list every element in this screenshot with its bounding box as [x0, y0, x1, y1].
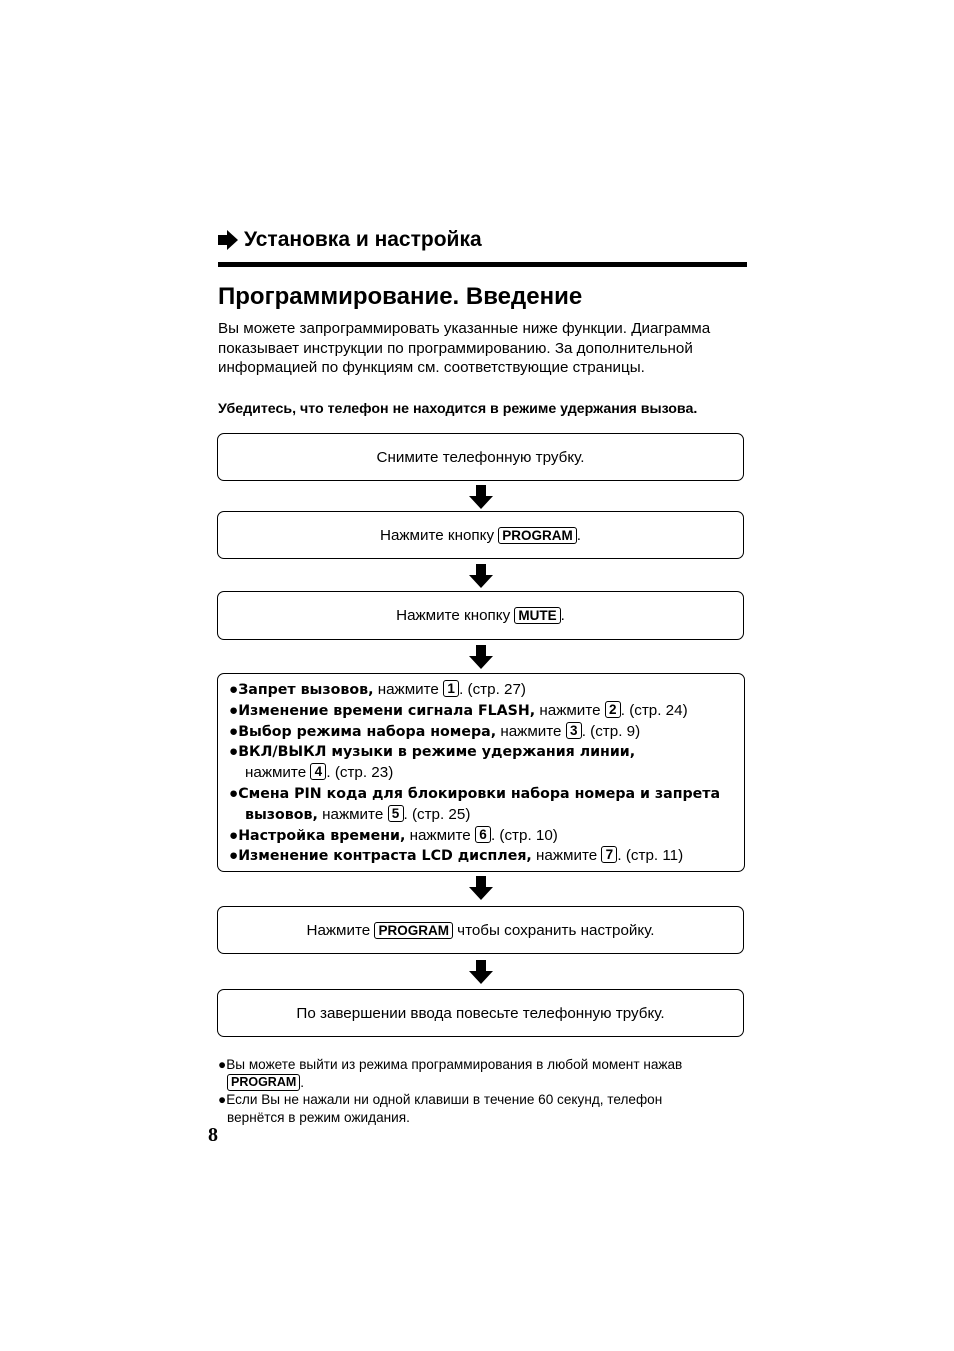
option-title: Смена PIN кода для блокировки набора номера и запрета — [238, 785, 721, 802]
key-7: 7 — [601, 846, 617, 863]
option-ref: . (стр. 23) — [326, 764, 394, 782]
note-timeout — [218, 1091, 747, 1109]
note-timeout-cont — [218, 1109, 747, 1127]
option-press: нажмите — [405, 826, 475, 844]
key-4: 4 — [310, 763, 326, 780]
section-title: Установка и настройка — [244, 228, 482, 251]
step-lift-handset — [217, 433, 744, 481]
step-text: Нажмите — [306, 921, 375, 939]
note-text: Если Вы не нажали ни одной клавиши в течение 60 секунд, телефон — [226, 1092, 663, 1107]
option-press: нажмите — [496, 722, 566, 740]
option-press: нажмите — [373, 681, 444, 698]
note-text-end: . — [300, 1074, 305, 1090]
step-text-end: чтобы сохранить настройку. — [452, 921, 655, 939]
step-press-program — [217, 511, 744, 559]
mute-key: MUTE — [514, 607, 560, 624]
option-ref: . (стр. 10) — [490, 826, 558, 844]
step-hang-up — [217, 989, 744, 1037]
program-key: PROGRAM — [498, 527, 577, 544]
key-5: 5 — [388, 805, 404, 822]
section-header — [218, 228, 482, 252]
step-text: По завершении ввода повесьте телефонную трубку. — [296, 1004, 665, 1022]
option-ref: . (стр. 11) — [617, 847, 684, 865]
arrow-down-icon — [469, 564, 493, 588]
arrow-down-icon — [469, 485, 493, 509]
note-text: вернётся в режим ожидания. — [227, 1109, 410, 1125]
note-text: Вы можете выйти из режима программирования в любой момент нажав — [226, 1057, 683, 1072]
bullet: ● — [218, 1057, 227, 1072]
option-time-setting — [229, 826, 744, 847]
options-box — [217, 673, 745, 872]
program-key: PROGRAM — [374, 922, 453, 939]
option-title: ВКЛ/ВЫКЛ музыки в режиме удержания линии, — [238, 744, 636, 761]
page-title: Программирование. Введение — [218, 283, 583, 310]
step-text-end: . — [576, 526, 582, 544]
option-hold-music — [229, 742, 744, 763]
option-hold-music-cont — [229, 763, 744, 784]
key-6: 6 — [475, 826, 491, 843]
bullet: ● — [229, 826, 239, 844]
option-ref: . (стр. 25) — [403, 805, 471, 823]
bullet: ● — [229, 784, 239, 802]
option-press: нажмите — [535, 701, 605, 719]
notes — [218, 1056, 747, 1126]
bullet: ● — [229, 681, 239, 698]
step-save-program — [217, 906, 744, 954]
arrow-right-icon — [218, 230, 238, 250]
arrow-down-icon — [469, 645, 493, 669]
bullet: ● — [229, 847, 239, 865]
option-press: нажмите — [317, 805, 388, 823]
step-text: Нажмите кнопку — [396, 607, 515, 624]
note-exit-program-cont — [218, 1074, 747, 1092]
option-call-barring — [229, 680, 744, 701]
step-text-end: . — [560, 607, 565, 624]
option-title: Изменение времени сигнала FLASH, — [238, 702, 536, 719]
option-title: Настройка времени, — [238, 827, 406, 844]
arrow-down-icon — [469, 876, 493, 900]
option-press: нажмите — [245, 764, 311, 782]
program-key: PROGRAM — [227, 1074, 300, 1091]
option-title: Запрет вызовов, — [238, 682, 374, 698]
bullet: ● — [229, 722, 239, 740]
option-lcd-contrast — [229, 846, 744, 867]
step-text: Нажмите кнопку — [379, 526, 499, 544]
page-number: 8 — [208, 1124, 218, 1146]
option-press: нажмите — [531, 847, 602, 865]
note-exit-program — [218, 1056, 747, 1074]
option-title: Изменение контраста LCD дисплея, — [238, 848, 532, 865]
option-pin-code-cont — [229, 805, 744, 826]
step-text: Снимите телефонную трубку. — [376, 448, 585, 466]
bullet: ● — [229, 701, 239, 719]
key-2: 2 — [605, 701, 621, 718]
option-ref: . (стр. 24) — [620, 701, 688, 719]
arrow-down-icon — [469, 960, 493, 984]
option-pin-code — [229, 784, 744, 805]
option-title-cont: вызовов, — [245, 806, 318, 823]
option-ref: . (стр. 27) — [459, 681, 526, 698]
key-1: 1 — [443, 680, 459, 697]
option-flash-time — [229, 701, 744, 722]
key-3: 3 — [566, 722, 582, 739]
option-dial-mode — [229, 722, 744, 743]
header-rule — [218, 262, 747, 267]
warning-text: Убедитесь, что телефон не находится в режиме удержания вызова. — [218, 401, 698, 417]
bullet: ● — [218, 1092, 227, 1107]
option-ref: . (стр. 9) — [581, 722, 641, 740]
option-title: Выбор режима набора номера, — [238, 723, 497, 740]
step-press-mute — [217, 591, 744, 640]
intro-text: Вы можете запрограммировать указанные ниже функции. Диаграмма показывает инструкции по программированию. За дополнительной информацией по функциям см. соответствующие страницы. — [218, 320, 711, 376]
bullet: ● — [229, 743, 239, 761]
